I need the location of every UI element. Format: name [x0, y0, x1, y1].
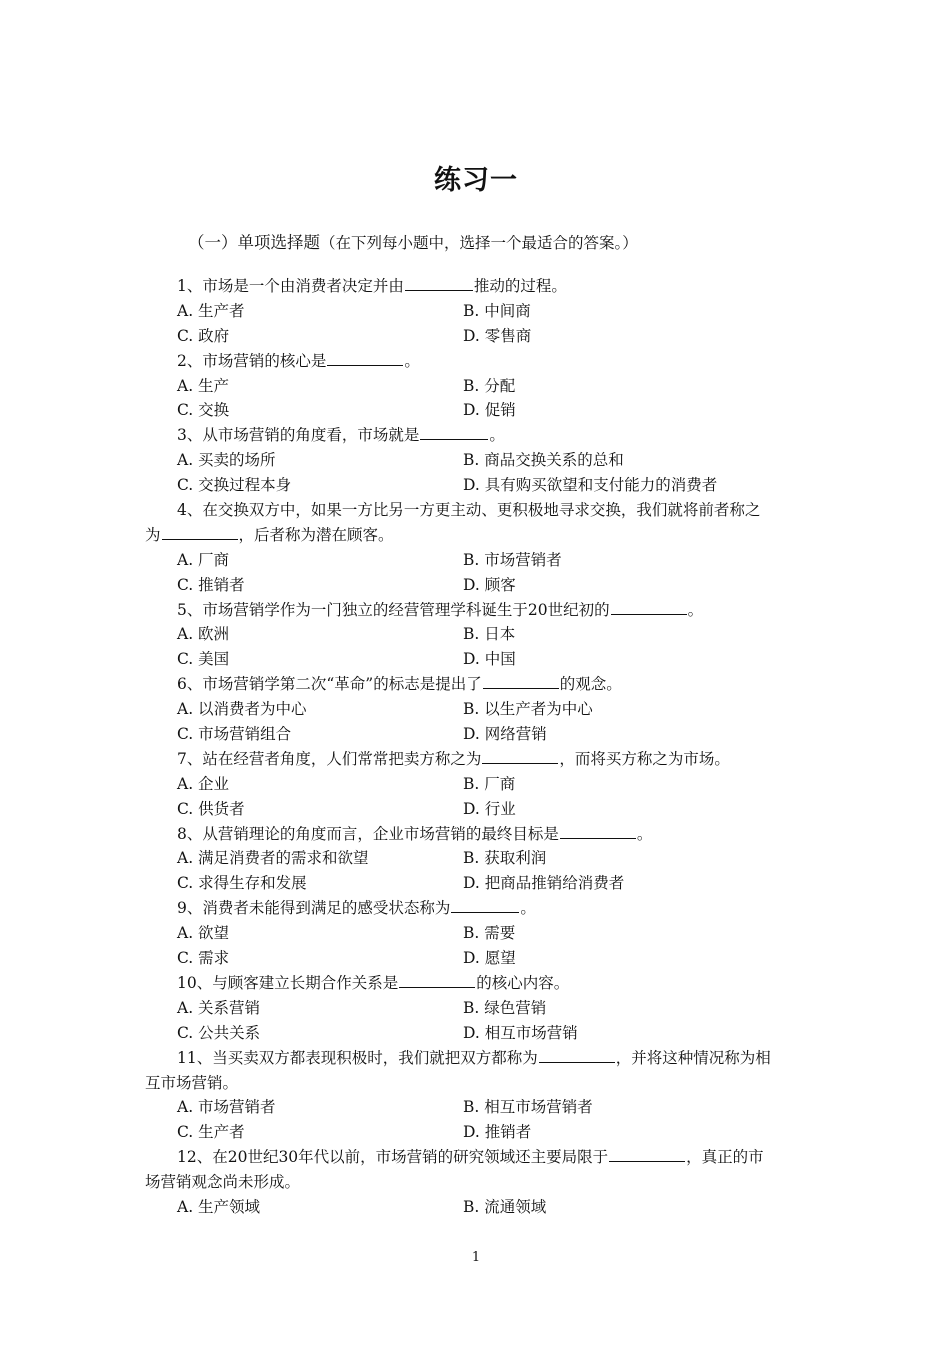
answer-blank [327, 349, 403, 366]
options-row [145, 996, 810, 1021]
option-d: D. 具有购买欲望和支付能力的消费者 [463, 476, 718, 495]
option-d: D. 行业 [463, 799, 516, 818]
page-title: 练习一 [434, 165, 518, 196]
options-row [145, 647, 810, 672]
question-8 [145, 822, 810, 847]
question-text: 9、消费者未能得到满足的感受状态称为 [177, 899, 451, 918]
option-b: B. 相互市场营销者 [463, 1098, 593, 1117]
section-note: （在下列每小题中，选择一个最适合的答案。） [320, 234, 638, 252]
question-5 [145, 598, 810, 623]
options-row [145, 1021, 810, 1046]
question-9 [145, 896, 810, 921]
options-row [145, 1195, 810, 1220]
options-row [145, 548, 810, 573]
question-text: ，后者称为潜在顾客。 [238, 525, 394, 544]
question-12-continued [145, 1170, 810, 1195]
option-c: C. 需求 [177, 949, 230, 968]
section-title: （一）单项选择题 [188, 233, 320, 252]
option-c: C. 政府 [177, 326, 230, 345]
option-d: D. 推销者 [463, 1123, 532, 1142]
question-text: 。 [404, 351, 420, 370]
question-2 [145, 349, 810, 374]
question-text: 的观念。 [559, 675, 622, 694]
options-row [145, 846, 810, 871]
options-row [145, 573, 810, 598]
option-a: A. 生产 [177, 376, 230, 395]
option-c: C. 市场营销组合 [177, 725, 292, 744]
option-b: B. 需要 [463, 924, 516, 943]
option-b: B. 厂商 [463, 774, 516, 793]
question-text: 12、在20世纪30年代以前，市场营销的研究领域还主要局限于 [177, 1148, 609, 1167]
option-c: C. 推销者 [177, 575, 245, 594]
option-a: A. 关系营销 [177, 998, 261, 1017]
question-12 [145, 1145, 810, 1170]
options-row [145, 473, 810, 498]
options-row [145, 697, 810, 722]
answer-blank [611, 598, 687, 615]
answer-blank [405, 274, 473, 291]
option-a: A. 满足消费者的需求和欲望 [177, 849, 369, 868]
answer-blank [539, 1046, 615, 1063]
question-list [145, 274, 810, 1220]
question-7 [145, 747, 810, 772]
option-c: C. 生产者 [177, 1123, 245, 1142]
section-heading [188, 229, 638, 253]
option-d: D. 顾客 [463, 575, 516, 594]
options-row [145, 374, 810, 399]
option-c: C. 求得生存和发展 [177, 874, 307, 893]
answer-blank [482, 747, 558, 764]
option-b: B. 市场营销者 [463, 550, 562, 569]
question-text: 为 [145, 525, 161, 544]
question-text: 10、与顾客建立长期合作关系是 [177, 973, 399, 992]
question-1 [145, 274, 810, 299]
question-text: ，而将买方称之为市场。 [559, 749, 730, 768]
question-text: 2、市场营销的核心是 [177, 351, 327, 370]
options-row [145, 1120, 810, 1145]
options-row [145, 797, 810, 822]
option-b: B. 获取利润 [463, 849, 547, 868]
question-text: ，并将这种情况称为相 [615, 1048, 771, 1067]
options-row [145, 324, 810, 349]
answer-blank [451, 896, 519, 913]
question-text: 推动的过程。 [473, 277, 567, 295]
question-text: 。 [489, 426, 505, 445]
option-d: D. 促销 [463, 401, 516, 420]
question-text: 的核心内容。 [476, 973, 570, 992]
option-b: B. 分配 [463, 376, 516, 395]
question-4-continued [145, 523, 810, 548]
option-b: B. 日本 [463, 625, 516, 644]
answer-blank [483, 672, 559, 689]
option-c: C. 交换 [177, 401, 230, 420]
option-a: A. 以消费者为中心 [177, 700, 307, 719]
option-b: B. 以生产者为中心 [463, 700, 593, 719]
options-row [145, 398, 810, 423]
question-text: 。 [636, 824, 653, 843]
option-d: D. 把商品推销给消费者 [463, 874, 625, 893]
options-row [145, 946, 810, 971]
question-11 [145, 1046, 810, 1071]
option-d: D. 相互市场营销 [463, 1023, 578, 1042]
question-4 [145, 498, 810, 523]
option-d: D. 零售商 [463, 326, 532, 345]
question-text: ，真正的市 [686, 1148, 764, 1167]
option-a: A. 厂商 [177, 550, 230, 569]
option-a: A. 企业 [177, 774, 230, 793]
question-text: 互市场营销。 [145, 1073, 239, 1092]
question-6 [145, 672, 810, 697]
option-c: C. 供货者 [177, 799, 245, 818]
question-3 [145, 423, 810, 448]
option-c: C. 交换过程本身 [177, 476, 292, 495]
options-row [145, 299, 810, 324]
option-d: D. 网络营销 [463, 725, 547, 744]
question-text: 场营销观念尚未形成。 [145, 1173, 301, 1192]
question-text: 3、从市场营销的角度看，市场就是 [177, 426, 420, 445]
question-text: 6、市场营销学第二次“革命”的标志是提出了 [177, 675, 482, 694]
option-a: A. 市场营销者 [177, 1098, 276, 1117]
question-text: 7、站在经营者角度，人们常常把卖方称之为 [177, 749, 482, 768]
option-c: C. 美国 [177, 650, 230, 669]
option-d: D. 愿望 [463, 949, 516, 968]
question-11-continued [145, 1071, 810, 1096]
option-d: D. 中国 [463, 650, 516, 669]
question-text: 5、市场营销学作为一门独立的经营管理学科诞生于20世纪初的 [177, 600, 610, 619]
options-row [145, 622, 810, 647]
question-text: 8、从营销理论的角度而言，企业市场营销的最终目标是 [177, 824, 559, 843]
options-row [145, 722, 810, 747]
option-a: A. 生产领域 [177, 1197, 261, 1216]
question-text: 1、市场是一个由消费者决定并由 [177, 277, 404, 295]
answer-blank [420, 423, 488, 440]
page-number: 1 [471, 1250, 481, 1265]
option-b: B. 绿色营销 [463, 998, 547, 1017]
options-row [145, 921, 810, 946]
question-text: 4、在交换双方中，如果一方比另一方更主动、更积极地寻求交换，我们就将前者称之 [177, 501, 761, 520]
option-a: A. 欧洲 [177, 625, 230, 644]
options-row [145, 1095, 810, 1120]
question-text: 。 [520, 899, 536, 918]
options-row [145, 871, 810, 896]
answer-blank [399, 971, 475, 988]
question-text: 。 [687, 600, 704, 619]
answer-blank [609, 1145, 685, 1162]
option-b: B. 中间商 [463, 301, 531, 320]
option-a: A. 欲望 [177, 924, 230, 943]
question-text: 11、当买卖双方都表现积极时，我们就把双方都称为 [177, 1048, 538, 1067]
question-10 [145, 971, 810, 996]
options-row [145, 772, 810, 797]
option-b: B. 流通领域 [463, 1197, 547, 1216]
option-a: A. 生产者 [177, 301, 245, 320]
option-b: B. 商品交换关系的总和 [463, 451, 624, 470]
option-c: C. 公共关系 [177, 1023, 261, 1042]
option-a: A. 买卖的场所 [177, 451, 276, 470]
options-row [145, 448, 810, 473]
answer-blank [162, 523, 238, 540]
answer-blank [560, 822, 636, 839]
